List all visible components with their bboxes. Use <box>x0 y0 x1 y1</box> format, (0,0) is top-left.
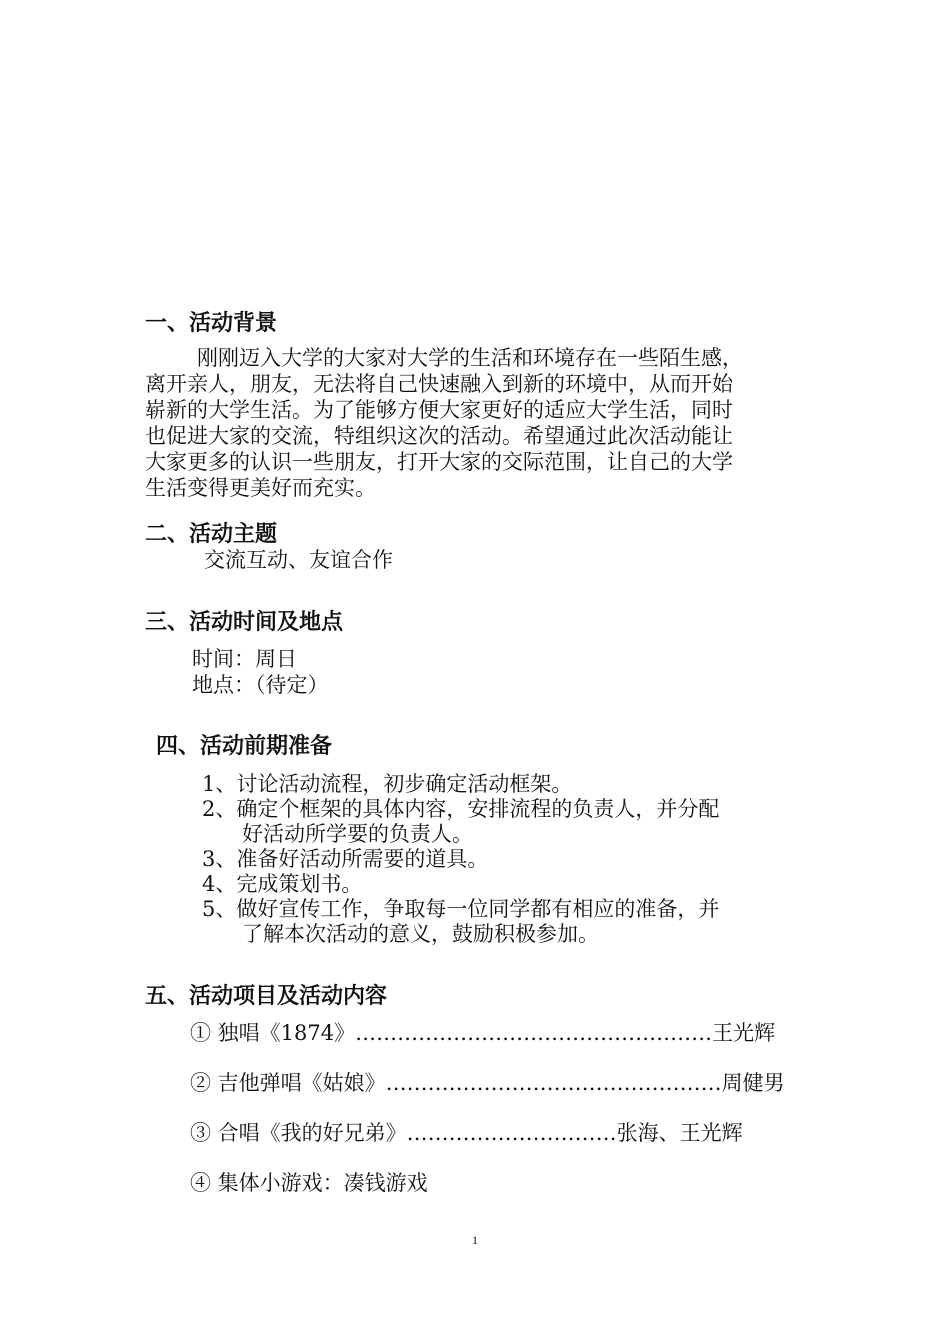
paragraph-line: 刚刚迈入大学的大家对大学的生活和环境存在一些陌生感， <box>197 346 743 370</box>
list-item: 2、确定个框架的具体内容，安排流程的负责人，并分配 <box>202 797 720 821</box>
list-item-continuation: 了解本次活动的意义，鼓励积极参加。 <box>242 922 599 946</box>
section-1-heading: 一、活动背景 <box>145 311 278 336</box>
list-item: 3、准备好活动所需要的道具。 <box>202 847 489 871</box>
paragraph-line: 崭新的大学生活。为了能够方便大家更好的适应大学生活，同时 <box>145 398 733 422</box>
place-text: 地点：（待定） <box>192 673 329 697</box>
paragraph-line: 离开亲人，朋友，无法将自己快速融入到新的环境中，从而开始 <box>145 372 733 396</box>
program-item: ② 吉他弹唱《姑娘》…………………………………………周健男 <box>190 1071 785 1095</box>
section-1-paragraph <box>145 345 835 501</box>
list-item: 1、讨论活动流程，初步确定活动框架。 <box>202 772 573 796</box>
program-item: ① 独唱《1874》……………………………………………王光辉 <box>190 1021 776 1045</box>
list-item: 4、完成策划书。 <box>202 872 363 896</box>
preparation-list <box>202 772 822 947</box>
section-5-heading: 五、活动项目及活动内容 <box>145 984 388 1009</box>
theme-text: 交流互动、友谊合作 <box>204 548 393 572</box>
paragraph-line: 大家更多的认识一些朋友，打开大家的交际范围，让自己的大学 <box>145 450 733 474</box>
section-2-heading: 二、活动主题 <box>145 522 278 547</box>
paragraph-line: 也促进大家的交流，特组织这次的活动。希望通过此次活动能让 <box>145 424 733 448</box>
list-item-continuation: 好活动所学要的负责人。 <box>242 822 473 846</box>
section-3-heading: 三、活动时间及地点 <box>145 610 344 635</box>
time-text: 时间：周日 <box>192 647 297 671</box>
section-4-heading: 四、活动前期准备 <box>156 734 333 759</box>
paragraph-line: 生活变得更美好而充实。 <box>145 476 376 500</box>
program-item: ④ 集体小游戏：凑钱游戏 <box>190 1171 428 1195</box>
page-number: 1 <box>472 1233 478 1247</box>
list-item: 5、做好宣传工作，争取每一位同学都有相应的准备，并 <box>202 897 720 921</box>
program-item: ③ 合唱《我的好兄弟》…………………………张海、王光辉 <box>190 1121 743 1145</box>
